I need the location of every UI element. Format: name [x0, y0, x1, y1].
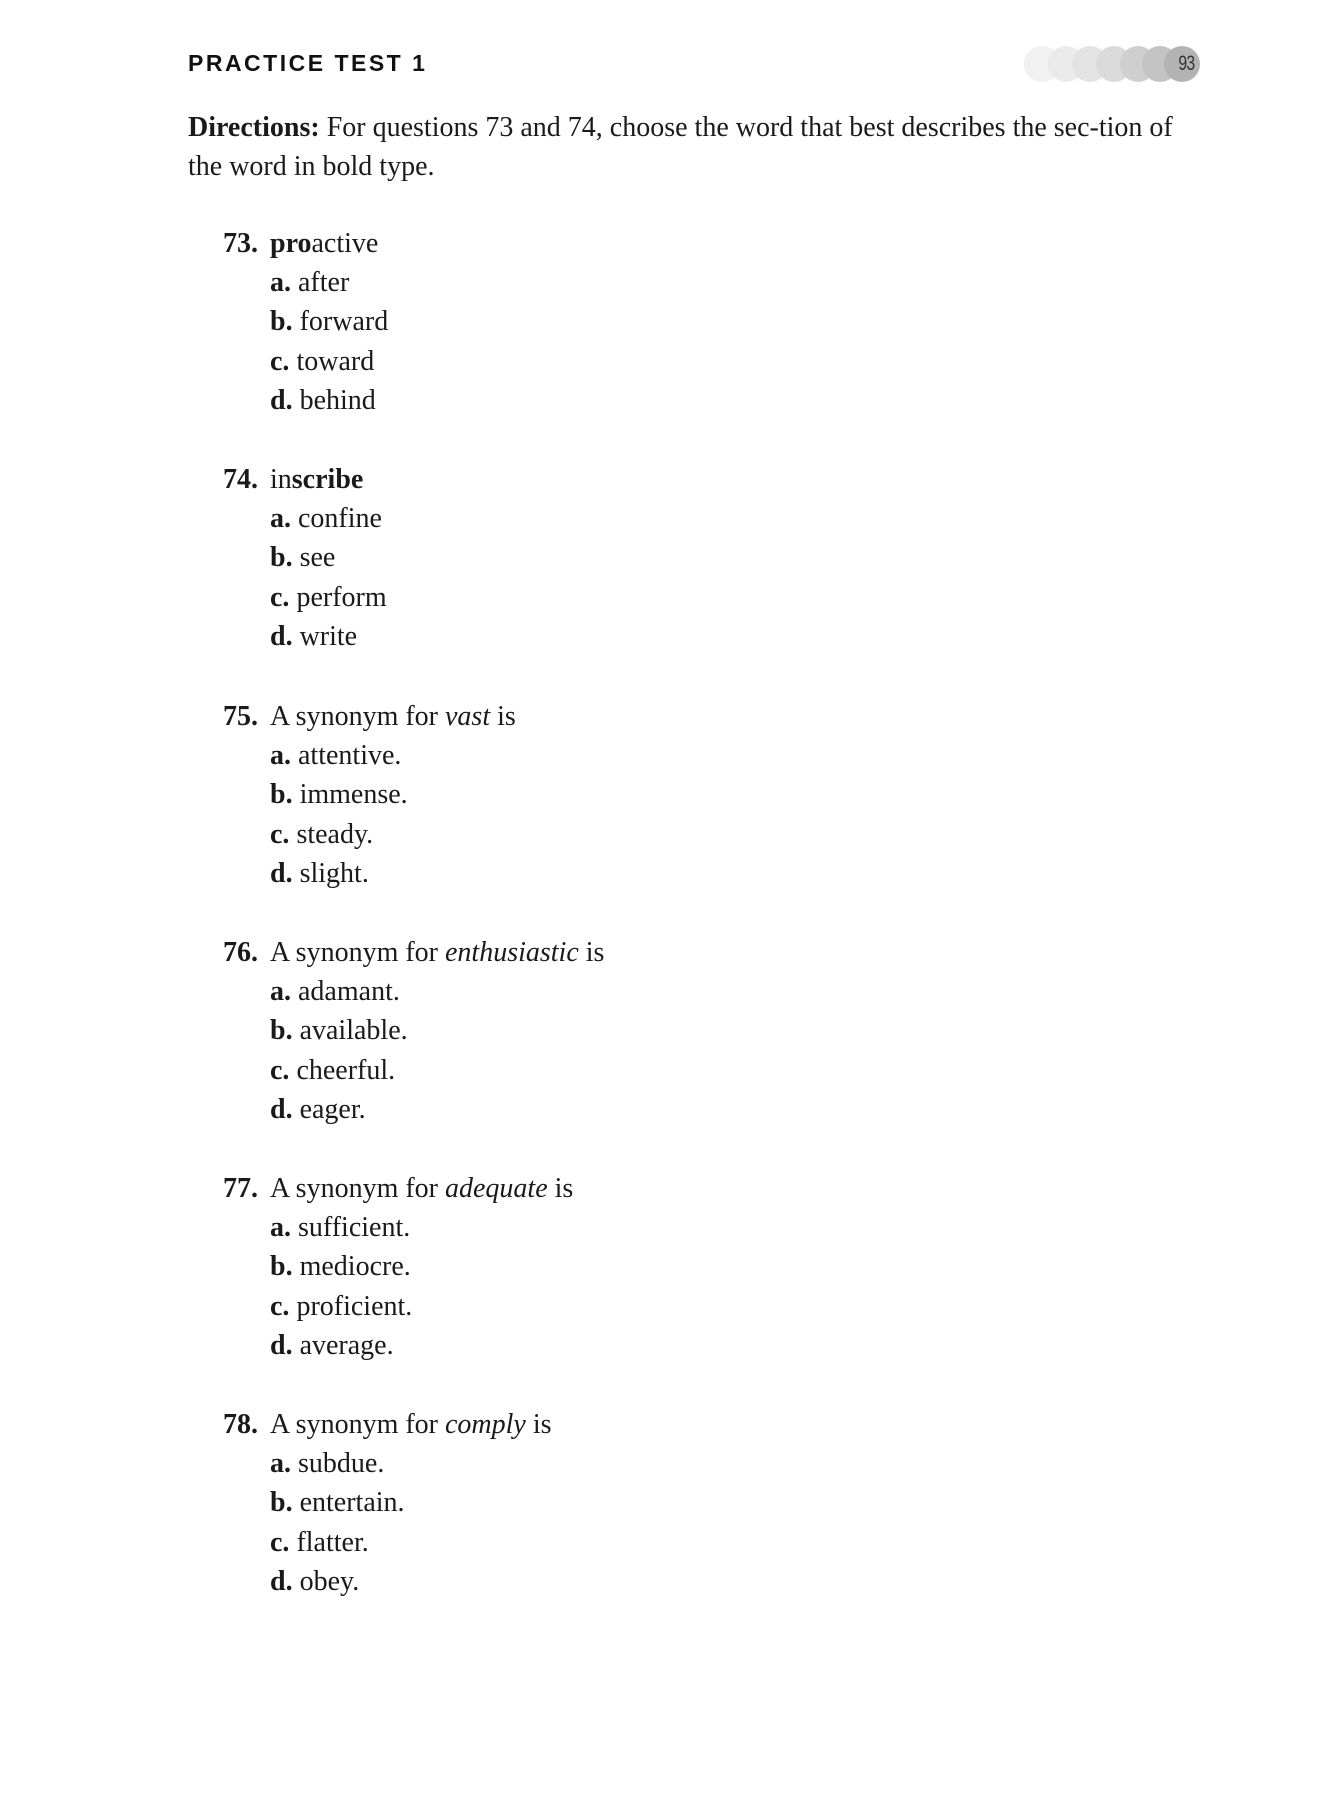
choice-letter: d. [270, 1565, 293, 1597]
question-stem [188, 460, 1088, 499]
answer-choice [200, 381, 1088, 420]
choice-letter: b. [270, 1251, 293, 1283]
answer-choice [200, 302, 1088, 341]
choice-text: perform [289, 581, 387, 613]
question-stem-text [270, 1405, 552, 1444]
choice-letter: c. [270, 1290, 290, 1322]
choice-text: flatter. [289, 1526, 369, 1558]
question-stem [188, 1169, 1088, 1208]
section-title: PRACTICE TEST 1 [188, 50, 428, 76]
answer-choice [200, 1483, 1088, 1522]
stem-part-normal: in [270, 464, 292, 495]
answer-choice [200, 1011, 1088, 1050]
stem-part-normal: is [490, 701, 516, 732]
question-stem [188, 1405, 1088, 1444]
choice-letter: a. [270, 976, 291, 1008]
stem-part-italic: vast [445, 701, 491, 732]
choice-text: immense. [292, 779, 408, 811]
choice-text: toward [289, 345, 375, 377]
choice-text: cheerful. [289, 1054, 396, 1086]
choice-text: after [291, 267, 350, 299]
choice-letter: a. [270, 503, 291, 535]
answer-choice [200, 854, 1088, 893]
question-number: 78. [223, 1409, 258, 1440]
choice-text: steady. [289, 818, 374, 850]
question-stem-text [270, 933, 604, 972]
question-stem [188, 224, 1088, 263]
choice-letter: d. [270, 1329, 293, 1361]
question-item [188, 933, 1088, 1129]
stem-part-normal: active [311, 228, 379, 259]
question-number: 73. [223, 228, 258, 259]
choice-text: eager. [292, 1093, 366, 1125]
question-stem-text [270, 224, 378, 263]
choice-letter: b. [270, 779, 293, 811]
choice-text: available. [292, 1015, 408, 1047]
stem-part-normal: A synonym for [270, 701, 445, 732]
stem-part-bold: pro [270, 228, 312, 259]
choice-letter: a. [270, 267, 291, 299]
choice-letter: c. [270, 1526, 290, 1558]
question-item [188, 224, 1088, 420]
choice-text: see [292, 542, 336, 574]
answer-choice [200, 815, 1088, 854]
answer-choice [200, 1326, 1088, 1365]
answer-choice [200, 1090, 1088, 1129]
question-stem-text [270, 460, 363, 499]
choice-letter: a. [270, 1448, 291, 1480]
choice-text: behind [292, 384, 376, 416]
answer-choice [200, 578, 1088, 617]
choice-letter: d. [270, 1093, 293, 1125]
page-number-badge [1024, 46, 1200, 82]
directions-text: For questions 73 and 74, choose the word that best describes the sec-tion of the word in bold type. [188, 112, 1173, 182]
directions-label: Directions: [188, 112, 320, 143]
answer-choice [200, 1051, 1088, 1090]
question-item [188, 460, 1088, 656]
answer-choice [200, 775, 1088, 814]
stem-part-normal: A synonym for [270, 937, 445, 968]
answer-choice [200, 1247, 1088, 1286]
choice-text: subdue. [291, 1448, 385, 1480]
stem-part-italic: comply [445, 1409, 526, 1440]
question-stem-text [270, 697, 516, 736]
choice-text: attentive. [291, 740, 402, 772]
question-number: 76. [223, 937, 258, 968]
choice-letter: c. [270, 345, 290, 377]
choice-letter: a. [270, 1212, 291, 1244]
answer-choice [200, 263, 1088, 302]
answer-choice [200, 1523, 1088, 1562]
answer-choice [200, 617, 1088, 656]
stem-part-italic: adequate [445, 1173, 548, 1204]
choice-text: average. [292, 1329, 394, 1361]
question-stem [188, 697, 1088, 736]
answer-choice [200, 736, 1088, 775]
choice-text: write [292, 620, 358, 652]
stem-part-normal: is [578, 937, 605, 968]
stem-part-italic: enthusiastic [445, 937, 579, 968]
answer-choice [200, 972, 1088, 1011]
question-number: 74. [223, 464, 258, 495]
stem-part-bold: scribe [291, 464, 364, 495]
stem-part-normal: A synonym for [270, 1409, 445, 1440]
choice-letter: c. [270, 818, 290, 850]
choice-letter: d. [270, 857, 293, 889]
choice-letter: b. [270, 1015, 293, 1047]
choice-letter: b. [270, 542, 293, 574]
choice-text: proficient. [289, 1290, 413, 1322]
choice-text: adamant. [291, 976, 400, 1008]
answer-choice [200, 499, 1088, 538]
stem-part-normal: A synonym for [270, 1173, 445, 1204]
choice-text: slight. [292, 857, 369, 889]
answer-choice [200, 1444, 1088, 1483]
choice-text: confine [291, 503, 382, 535]
page-number: 93 [1177, 52, 1194, 75]
choice-text: sufficient. [291, 1212, 411, 1244]
question-stem [188, 933, 1088, 972]
choice-letter: c. [270, 1054, 290, 1086]
answer-choice [200, 1287, 1088, 1326]
choice-text: obey. [292, 1565, 360, 1597]
answer-choice [200, 1208, 1088, 1247]
question-item [188, 1169, 1088, 1365]
answer-choice [200, 1562, 1088, 1601]
stem-part-normal: is [525, 1409, 552, 1440]
question-number: 77. [223, 1173, 258, 1204]
answer-choice [200, 342, 1088, 381]
question-stem-text [270, 1169, 573, 1208]
choice-letter: b. [270, 306, 293, 338]
choice-letter: b. [270, 1487, 293, 1519]
question-number: 75. [223, 701, 258, 732]
answer-choice [200, 538, 1088, 577]
stem-part-normal: is [547, 1173, 574, 1204]
question-item [188, 1405, 1088, 1601]
choice-letter: c. [270, 581, 290, 613]
choice-letter: d. [270, 620, 293, 652]
choice-text: entertain. [292, 1487, 405, 1519]
choice-text: forward [292, 306, 389, 338]
directions [188, 108, 1178, 186]
choice-letter: d. [270, 384, 293, 416]
choice-text: mediocre. [292, 1251, 411, 1283]
question-item [188, 697, 1088, 893]
choice-letter: a. [270, 740, 291, 772]
